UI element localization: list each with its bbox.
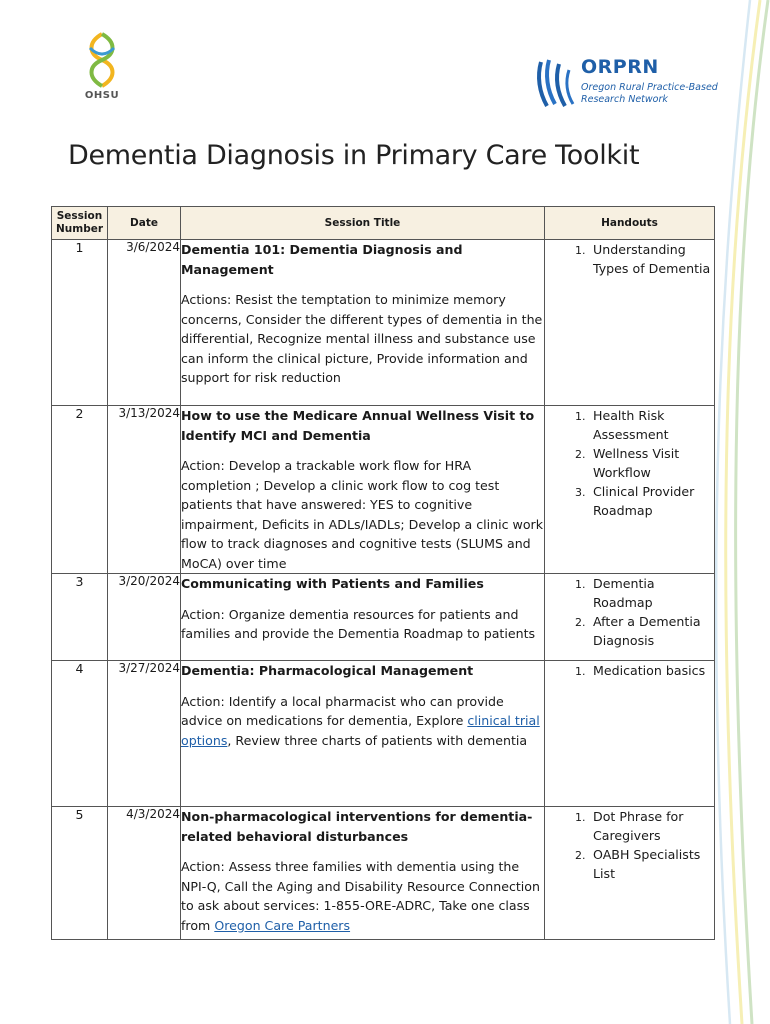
sessions-table	[51, 206, 715, 940]
session-details	[181, 574, 545, 661]
session-title: Dementia: Pharmacological Management	[181, 663, 474, 678]
session-number: 5	[52, 807, 108, 940]
orprn-logo	[535, 56, 735, 112]
session-date: 3/13/2024	[108, 406, 181, 574]
table-row	[52, 574, 715, 661]
handout-item: 2. OABH Specialists List	[589, 845, 714, 883]
session-action: Action: Identify a local pharmacist who can provide advice on medications for dementia, Explore clinical trial options, Review three charts of patients with dementia	[181, 693, 540, 748]
table-header-row	[52, 207, 715, 240]
session-title: How to use the Medicare Annual Wellness Visit to Identify MCI and Dementia	[181, 408, 535, 443]
session-date: 3/27/2024	[108, 661, 181, 807]
session-date: 3/20/2024	[108, 574, 181, 661]
session-details	[181, 661, 545, 807]
session-handouts	[545, 661, 715, 807]
handout-item: 1. Understanding Types of Dementia	[589, 240, 714, 278]
session-number: 3	[52, 574, 108, 661]
handout-item: 1. Health Risk Assessment	[589, 406, 714, 444]
session-handouts	[545, 574, 715, 661]
session-title: Non-pharmacological interventions for dementia-related behavioral disturbances	[181, 809, 533, 844]
handout-item: 2. After a Dementia Diagnosis	[589, 612, 714, 650]
session-action: Action: Develop a trackable work flow for HRA completion ; Develop a clinic work flow to cog test patients that have answered: YES to cognitive impairment, Deficits in ADLs/IADLs; Develop a clinic work flow to track diagnoses and cognitive tests (SLUMS and MoCA) over time	[181, 458, 544, 571]
session-action: Action: Assess three families with dementia using the NPI-Q, Call the Aging and Disability Resource Connection to ask about services: 1-855-ORE-ADRC, Take one class from Oregon Care Partners	[181, 859, 540, 933]
column-header-handouts: Handouts	[545, 207, 715, 240]
session-date: 3/6/2024	[108, 240, 181, 406]
orprn-name: ORPRN	[581, 56, 659, 78]
ohsu-emblem-icon	[72, 30, 132, 90]
column-header-date: Date	[108, 207, 181, 240]
session-title: Dementia 101: Dementia Diagnosis and Management	[181, 242, 463, 277]
session-details	[181, 406, 545, 574]
handout-item: 1. Medication basics	[589, 661, 714, 680]
session-title: Communicating with Patients and Families	[181, 576, 484, 591]
session-details	[181, 807, 545, 940]
session-action: Actions: Resist the temptation to minimize memory concerns, Consider the different types of dementia in the differential, Recognize mental illness and substance use can inform the clinical picture, Provide information and support for risk reduction	[181, 292, 543, 385]
page-title: Dementia Diagnosis in Primary Care Toolkit	[68, 140, 640, 171]
session-number: 2	[52, 406, 108, 574]
handout-item: 1. Dot Phrase for Caregivers	[589, 807, 714, 845]
clinical-trial-options-link[interactable]: clinical trial options	[181, 713, 540, 748]
table-row	[52, 807, 715, 940]
table-row	[52, 240, 715, 406]
orprn-emblem-icon	[535, 56, 579, 112]
handout-item: 3. Clinical Provider Roadmap	[589, 482, 714, 520]
table-row	[52, 406, 715, 574]
session-number: 1	[52, 240, 108, 406]
session-handouts	[545, 406, 715, 574]
column-header-session-title: Session Title	[181, 207, 545, 240]
session-handouts	[545, 240, 715, 406]
ohsu-logo	[72, 30, 132, 106]
session-date: 4/3/2024	[108, 807, 181, 940]
session-handouts	[545, 807, 715, 940]
column-header-session-number: Session Number	[52, 207, 108, 240]
ohsu-label: OHSU	[84, 90, 120, 101]
session-number: 4	[52, 661, 108, 807]
oregon-care-partners-link[interactable]: Oregon Care Partners	[214, 917, 351, 933]
session-action: Action: Organize dementia resources for patients and families and provide the Dementia Roadmap to patients	[181, 606, 536, 641]
session-details	[181, 240, 545, 406]
table-row	[52, 661, 715, 807]
orprn-subtitle: Oregon Rural Practice-Based Research Network	[581, 82, 718, 105]
handout-item: 2. Wellness Visit Workflow	[589, 444, 714, 482]
handout-item: 1. Dementia Roadmap	[589, 574, 714, 612]
